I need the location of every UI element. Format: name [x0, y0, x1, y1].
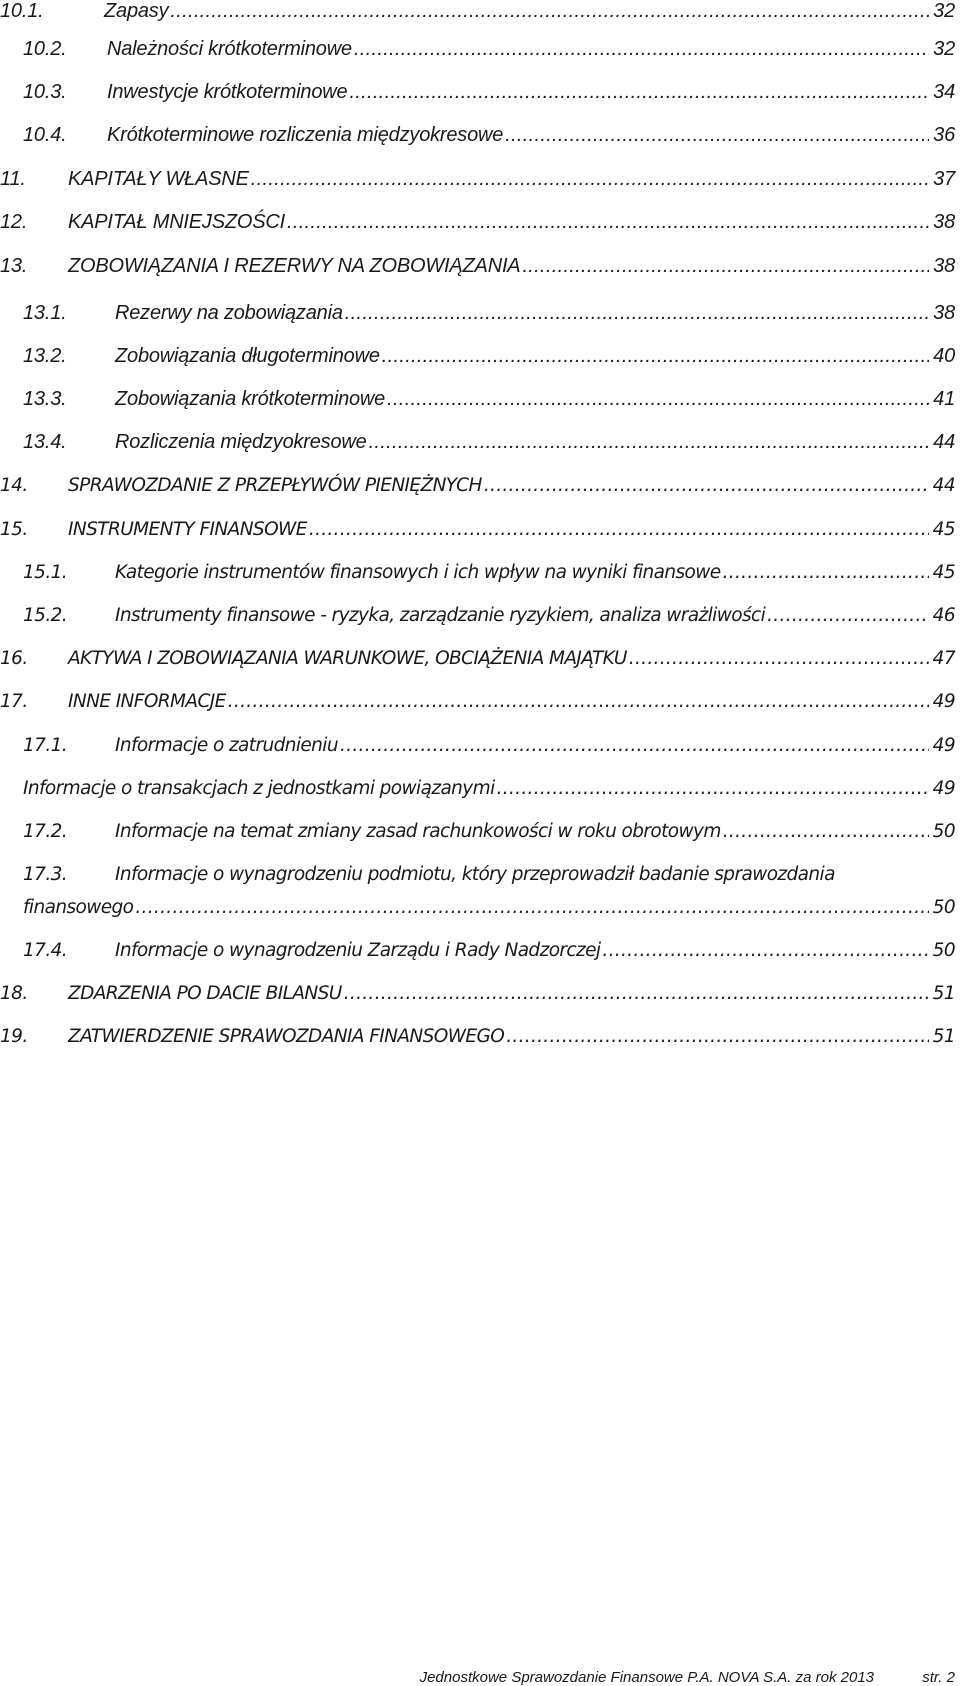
toc-entry-page: 50	[932, 897, 955, 918]
toc-entry-title: Kategorie instrumentów finansowych i ich wpływ na wyniki finansowe	[115, 562, 721, 583]
toc-entry-10-1[interactable]	[0, 0, 955, 23]
toc-entry-15[interactable]	[0, 519, 955, 540]
dot-leader	[309, 519, 929, 540]
dot-leader	[228, 691, 929, 712]
toc-entry-title: Informacje o wynagrodzeniu podmiotu, który przeprowadził badanie sprawozdania	[115, 864, 835, 885]
toc-entry-title: ZATWIERDZENIE SPRAWOZDANIA FINANSOWEGO	[68, 1026, 505, 1047]
toc-entry-page: 32	[933, 38, 955, 60]
dot-leader	[251, 168, 929, 191]
toc-entry-15-1[interactable]	[0, 562, 955, 583]
toc-entry-title: INNE INFORMACJE	[68, 691, 226, 712]
toc-entry-title: AKTYWA I ZOBOWIĄZANIA WARUNKOWE, OBCIĄŻENIA MAJĄTKU	[68, 648, 627, 669]
dot-leader	[340, 735, 929, 756]
toc-entry-title: KAPITAŁY WŁASNE	[68, 168, 249, 190]
toc-entry-number: 13.4.	[23, 431, 67, 453]
toc-entry-title: Inwestycje krótkoterminowe	[107, 81, 348, 103]
dot-leader	[497, 778, 929, 799]
dot-leader	[629, 648, 929, 669]
toc-entry-number: 19.	[0, 1026, 28, 1047]
dot-leader	[506, 1026, 929, 1047]
toc-entry-title: Informacje o zatrudnieniu	[115, 735, 338, 756]
toc-entry-title: Informacje na temat zmiany zasad rachunkowości w roku obrotowym	[115, 821, 721, 842]
dot-leader	[170, 0, 929, 23]
toc-entry-title: ZOBOWIĄZANIA I REZERWY NA ZOBOWIĄZANIA	[68, 255, 521, 277]
dot-leader	[522, 255, 929, 278]
toc-entry-13-2[interactable]	[0, 345, 955, 368]
toc-entry-number: 17.2.	[23, 821, 68, 842]
toc-entry-13[interactable]	[0, 255, 955, 278]
toc-entry-title: Instrumenty finansowe - ryzyka, zarządzanie ryzykiem, analiza wrażliwości	[115, 605, 766, 626]
toc-entry-number: 13.2.	[23, 345, 67, 367]
dot-leader	[345, 302, 929, 325]
toc-entry-page: 37	[933, 168, 955, 190]
toc-entry-11[interactable]	[0, 168, 955, 191]
toc-entry-title: SPRAWOZDANIE Z PRZEPŁYWÓW PIENIĘŻNYCH	[68, 475, 482, 496]
toc-entry-title: Krótkoterminowe rozliczenia międzyokresowe	[107, 124, 504, 146]
toc-entry-number: 11.	[0, 168, 26, 190]
toc-entry-page: 51	[932, 983, 955, 1004]
toc-entry-10-3[interactable]	[0, 81, 955, 104]
toc-entry-13-1[interactable]	[0, 302, 955, 325]
toc-entry-page: 49	[932, 691, 955, 712]
toc-entry-number: 10.4.	[23, 124, 67, 146]
toc-entry-10-2[interactable]	[0, 38, 955, 61]
toc-entry-page: 50	[932, 940, 955, 961]
toc-entry-page: 45	[932, 519, 955, 540]
toc-entry-related-party-transactions[interactable]	[0, 778, 955, 799]
toc-entry-14[interactable]	[0, 475, 955, 496]
toc-entry-page: 47	[932, 648, 955, 669]
dot-leader	[344, 983, 929, 1004]
toc-entry-title: Rezerwy na zobowiązania	[115, 302, 343, 324]
dot-leader	[135, 897, 929, 918]
dot-leader	[287, 211, 929, 234]
dot-leader	[723, 821, 929, 842]
toc-entry-page: 38	[933, 302, 955, 324]
toc-entry-number: 17.3.	[23, 864, 68, 885]
toc-entry-number: 10.2.	[23, 38, 67, 60]
toc-entry-number: 17.1.	[23, 735, 68, 756]
toc-entry-title: Informacje o transakcjach z jednostkami powiązanymi	[23, 778, 495, 799]
toc-entry-page: 45	[932, 562, 955, 583]
toc-entry-10-4[interactable]	[0, 124, 955, 147]
toc-entry-page: 49	[932, 735, 955, 756]
toc-entry-title: Informacje o wynagrodzeniu Zarządu i Rady Nadzorczej	[115, 940, 601, 961]
toc-entry-title: Należności krótkoterminowe	[107, 38, 352, 60]
toc-entry-17-4[interactable]	[0, 940, 955, 961]
toc-entry-title: KAPITAŁ MNIEJSZOŚCI	[68, 211, 285, 233]
toc-entry-number: 14.	[0, 475, 28, 496]
toc-entry-number: 10.1.	[0, 0, 44, 22]
toc-entry-13-4[interactable]	[0, 431, 955, 454]
toc-entry-page: 38	[933, 211, 955, 233]
toc-entry-19[interactable]	[0, 1026, 955, 1047]
dot-leader	[387, 388, 929, 411]
toc-entry-17-1[interactable]	[0, 735, 955, 756]
toc-entry-number: 13.	[0, 255, 28, 277]
toc-entry-12[interactable]	[0, 211, 955, 234]
toc-entry-page: 41	[933, 388, 955, 410]
toc-entry-title: Zapasy	[104, 0, 169, 22]
toc-entry-page: 36	[933, 124, 955, 146]
toc-entry-17-3-continued[interactable]	[0, 897, 955, 918]
toc-entry-number: 13.1.	[23, 302, 67, 324]
toc-entry-number: 17.	[0, 691, 28, 712]
footer-document-title: Jednostkowe Sprawozdanie Finansowe P.A. NOVA S.A. za rok 2013	[419, 1669, 875, 1686]
toc-entry-page: 49	[932, 778, 955, 799]
page-footer	[0, 1669, 955, 1686]
toc-entry-page: 50	[932, 821, 955, 842]
toc-entry-page: 40	[933, 345, 955, 367]
dot-leader	[382, 345, 929, 368]
toc-entry-18[interactable]	[0, 983, 955, 1004]
toc-entry-number: 12.	[0, 211, 28, 233]
dot-leader	[369, 431, 929, 454]
dot-leader	[349, 81, 929, 104]
dot-leader	[354, 38, 929, 61]
toc-entry-number: 17.4.	[23, 940, 68, 961]
toc-entry-page: 46	[932, 605, 955, 626]
toc-entry-number: 10.3.	[23, 81, 67, 103]
toc-entry-title: finansowego	[23, 897, 134, 918]
toc-entry-number: 13.3.	[23, 388, 67, 410]
toc-entry-number: 15.2.	[23, 605, 68, 626]
toc-entry-page: 44	[932, 475, 955, 496]
toc-entry-page: 44	[933, 431, 955, 453]
toc-entry-17[interactable]	[0, 691, 955, 712]
toc-entry-title: ZDARZENIA PO DACIE BILANSU	[68, 983, 342, 1004]
toc-entry-title: Rozliczenia międzyokresowe	[115, 431, 367, 453]
toc-entry-17-3[interactable]	[0, 864, 955, 885]
toc-entry-page: 51	[932, 1026, 955, 1047]
toc-entry-17-2[interactable]	[0, 821, 955, 842]
dot-leader	[767, 605, 929, 626]
toc-entry-number: 18.	[0, 983, 28, 1004]
toc-entry-number: 15.	[0, 519, 28, 540]
toc-entry-13-3[interactable]	[0, 388, 955, 411]
toc-entry-15-2[interactable]	[0, 605, 955, 626]
dot-leader	[602, 940, 929, 961]
dot-leader	[505, 124, 929, 147]
toc-entry-title: INSTRUMENTY FINANSOWE	[68, 519, 307, 540]
toc-entry-page: 34	[933, 81, 955, 103]
footer-page-number: str. 2	[922, 1669, 955, 1686]
toc-entry-page: 32	[933, 0, 955, 22]
toc-entry-page: 38	[933, 255, 955, 277]
dot-leader	[723, 562, 929, 583]
toc-entry-number: 15.1.	[23, 562, 68, 583]
toc-entry-number: 16.	[0, 648, 28, 669]
toc-entry-16[interactable]	[0, 648, 955, 669]
toc-entry-title: Zobowiązania krótkoterminowe	[115, 388, 386, 410]
dot-leader	[484, 475, 929, 496]
toc-entry-title: Zobowiązania długoterminowe	[115, 345, 380, 367]
